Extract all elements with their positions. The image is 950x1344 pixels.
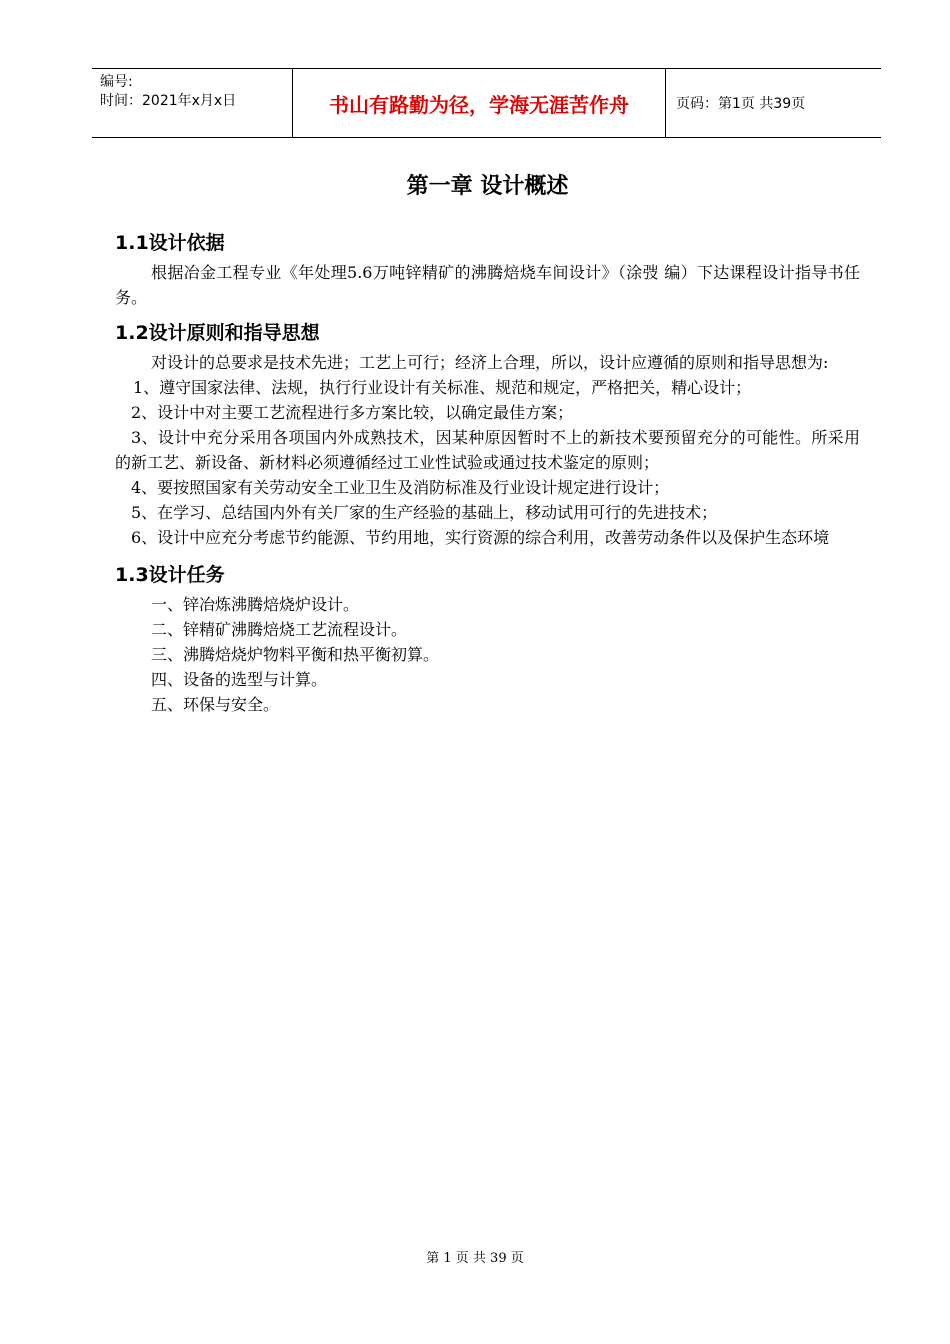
document-body [115, 170, 860, 717]
task-item: 四、设备的选型与计算。 [151, 670, 328, 689]
task-item: 一、锌冶炼沸腾焙烧炉设计。 [151, 595, 360, 614]
principle-item: 5、在学习、总结国内外有关厂家的生产经验的基础上，移动试用可行的先进技术； [131, 503, 718, 522]
principle-item: 6、设计中应充分考虑节约能源、节约用地，实行资源的综合利用，改善劳动条件以及保护生态环境 [131, 528, 830, 547]
section-title-1-1: 1.1设计依据 [115, 232, 225, 254]
page-header [92, 68, 881, 138]
task-item: 二、锌精矿沸腾焙烧工艺流程设计。 [151, 620, 408, 639]
header-meta [92, 69, 293, 137]
header-page-info: 页码：第1页 共39页 [676, 96, 806, 112]
section-title-1-3: 1.3设计任务 [115, 564, 225, 586]
principle-item: 3、设计中充分采用各项国内外成熟技术，因某种原因暂时不上的新技术要预留充分的可能性。所采用的新工艺、新设备、新材料必须遵循经过工业性试验或通过技术鉴定的原则； [115, 428, 860, 472]
principle-item: 2、设计中对主要工艺流程进行多方案比较，以确定最佳方案； [131, 403, 574, 422]
task-item: 三、沸腾焙烧炉物料平衡和热平衡初算。 [151, 645, 440, 664]
chapter-title: 第一章 设计概述 [406, 174, 569, 199]
section-title-1-2: 1.2设计原则和指导思想 [115, 322, 320, 344]
task-list [115, 592, 860, 717]
number-label: 编号: [100, 74, 133, 90]
time-label: 时间：2021年x月x日 [100, 93, 237, 109]
header-motto: 书山有路勤为径，学海无涯苦作舟 [293, 69, 666, 137]
page-footer: 第 1 页 共 39 页 [426, 1251, 524, 1266]
principle-item: 1、遵守国家法律、法规，执行行业设计有关标准、规范和规定，严格把关，精心设计； [133, 378, 752, 397]
principle-item: 4、要按照国家有关劳动安全工业卫生及消防标准及行业设计规定进行设计； [131, 478, 670, 497]
task-item: 五、环保与安全。 [151, 695, 280, 714]
section-1-1-text: 根据冶金工程专业《年处理5.6万吨锌精矿的沸腾焙烧车间设计》（涂弢 编）下达课程设计指导书任务。 [115, 263, 860, 307]
section-1-2-intro: 对设计的总要求是技术先进；工艺上可行；经济上合理，所以，设计应遵循的原则和指导思想为: [151, 353, 829, 372]
